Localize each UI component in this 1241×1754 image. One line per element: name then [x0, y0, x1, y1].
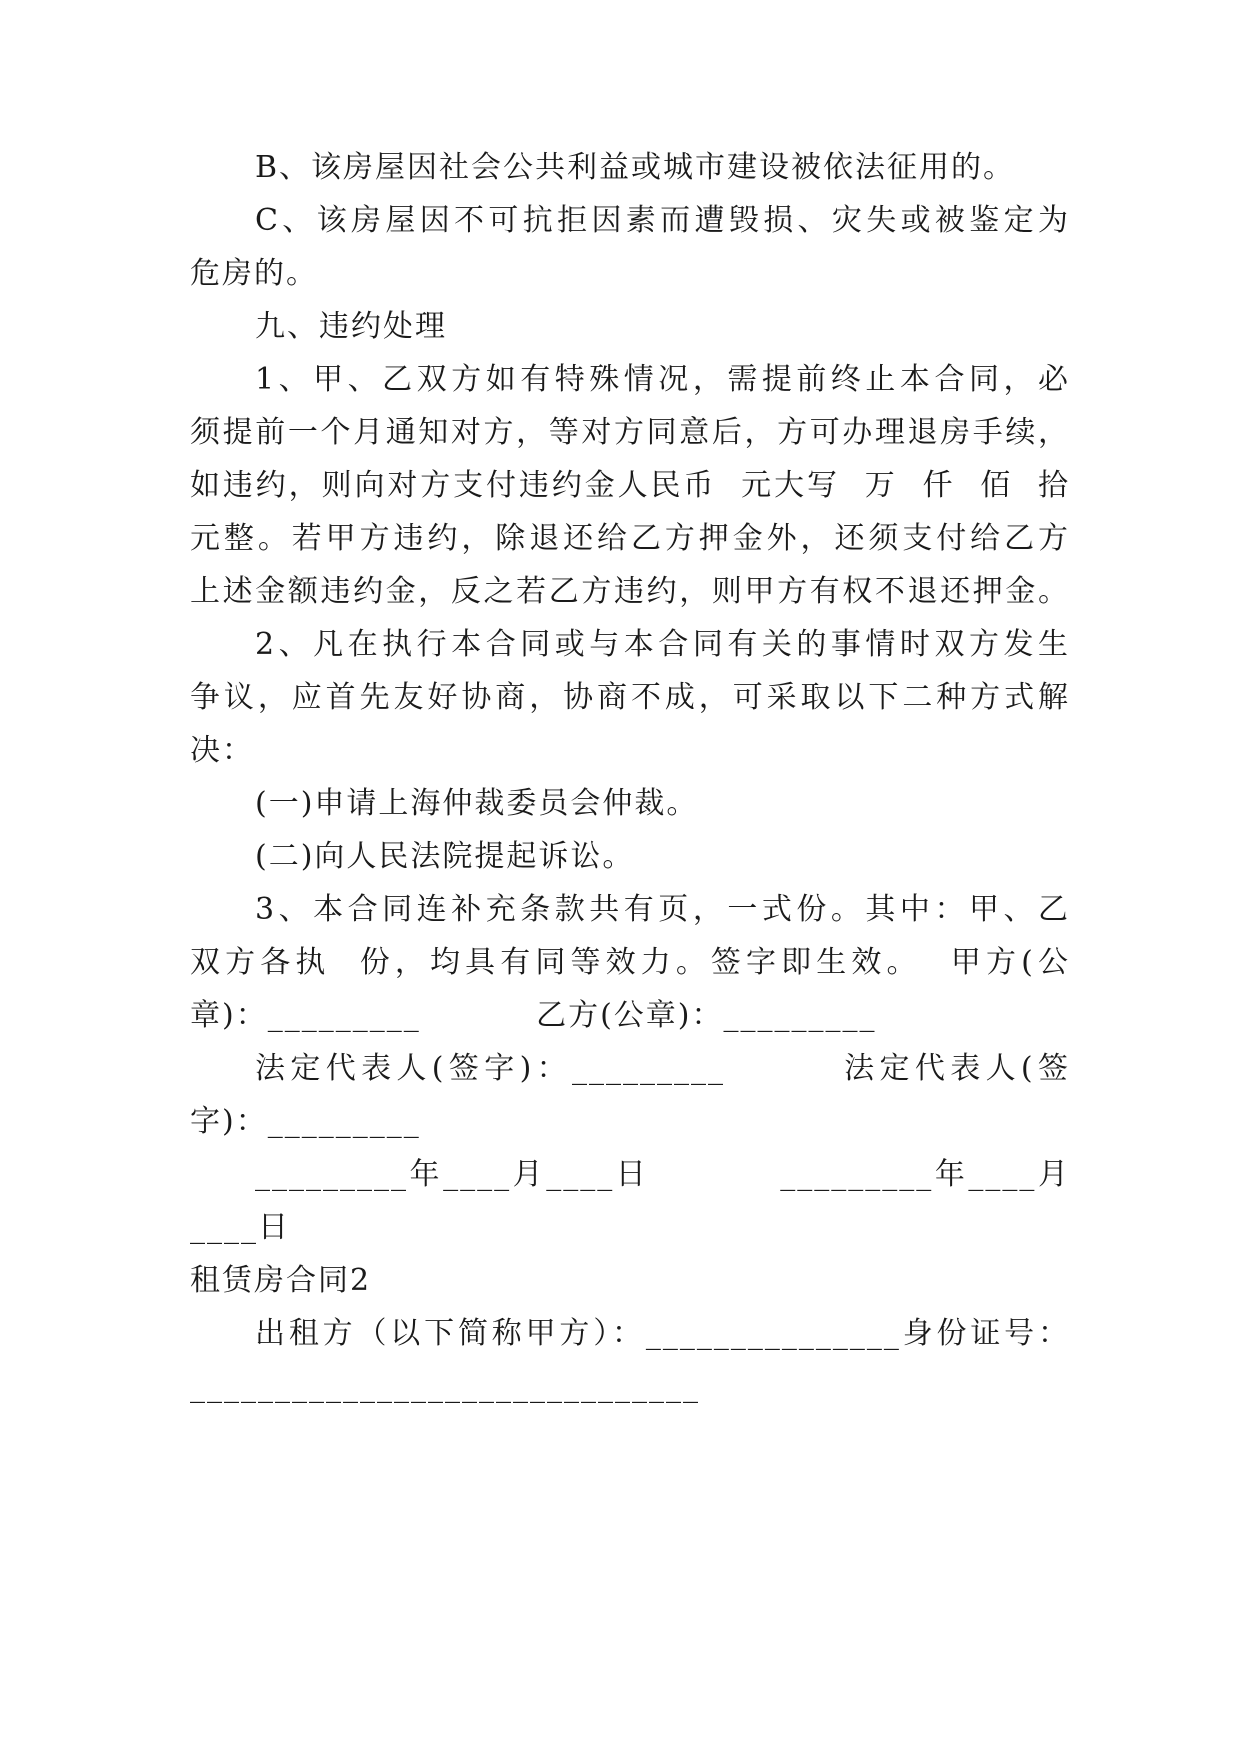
breach-item-1-line-4: 元整。若甲方违约，除退还给乙方押金外，还须支付给乙方: [190, 521, 1070, 556]
breach-item-1-line-1: 1、甲、乙双方如有特殊情况，需提前终止本合同，必: [255, 362, 1070, 397]
breach-item-2-line-3: 决：: [190, 733, 254, 768]
breach-item-1-line-2: 须提前一个月通知对方，等对方同意后，方可办理退房手续，: [190, 415, 1070, 450]
clause-c-text-continued: 危房的。: [190, 256, 318, 291]
dispute-option-lawsuit: (二)向人民法院提起诉讼。: [255, 839, 635, 874]
breach-item-2-line-2: 争议，应首先友好协商，协商不成，可采取以下二种方式解: [190, 680, 1070, 715]
date-line-continued: ____日: [190, 1210, 290, 1245]
clause-b-text: B、该房屋因社会公共利益或城市建设被依法征用的。: [255, 150, 1016, 185]
clause-c-text: C、该房屋因不可抗拒因素而遭毁损、灾失或被鉴定为: [255, 203, 1070, 238]
date-line: _________年____月____日 _________年____月: [255, 1157, 1070, 1192]
legal-rep-signature-line-continued: 字)：_________: [190, 1104, 421, 1139]
lessor-info-line: 出租方（以下简称甲方）：_______________身份证号：: [255, 1316, 1070, 1351]
seal-signature-line: 章)：_________ 乙方(公章)：_________: [190, 998, 877, 1033]
lessor-id-blank-line: ______________________________: [190, 1369, 700, 1404]
breach-item-1-line-5: 上述金额违约金，反之若乙方违约，则甲方有权不退还押金。: [190, 574, 1070, 609]
contract-2-title: 租赁房合同2: [190, 1263, 372, 1298]
breach-item-3-line-2: 双方各执 份，均具有同等效力。签字即生效。 甲方(公: [190, 945, 1070, 980]
dispute-option-arbitration: (一)申请上海仲裁委员会仲裁。: [255, 786, 699, 821]
breach-item-2-line-1: 2、凡在执行本合同或与本合同有关的事情时双方发生: [255, 627, 1070, 662]
legal-rep-signature-line: 法定代表人(签字)：_________ 法定代表人(签: [255, 1051, 1070, 1086]
breach-item-3-line-1: 3、本合同连补充条款共有页，一式份。其中：甲、乙: [255, 892, 1070, 927]
section-heading-breach: 九、违约处理: [255, 309, 447, 344]
breach-item-1-line-3: 如违约，则向对方支付违约金人民币 元大写 万 仟 佰 拾: [190, 468, 1070, 503]
